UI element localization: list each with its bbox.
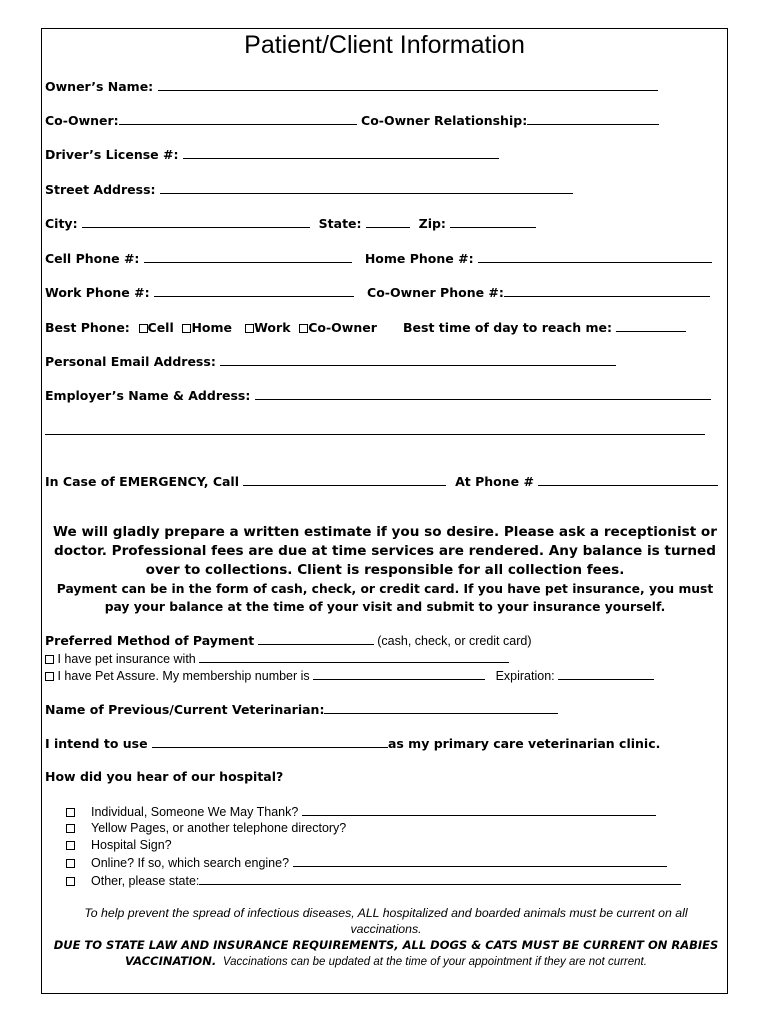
pet-insurance-checkbox[interactable] [45,655,54,664]
co-owner-field[interactable] [119,112,357,125]
best-phone-label: Best Phone: [45,320,130,335]
best-phone-cell-checkbox[interactable] [139,324,148,333]
city-field[interactable] [82,215,310,228]
infection-notice [44,905,728,937]
at-phone-label: At Phone # [455,474,534,489]
work-phone-label: Work Phone #: [45,285,150,300]
co-owner-row [45,112,659,129]
employer-field[interactable] [255,387,711,400]
street-address-row [45,181,573,198]
street-address-field[interactable] [160,181,573,194]
emergency-label: In Case of EMERGENCY, Call [45,474,239,489]
co-owner-relationship-label: Co-Owner Relationship: [361,113,528,128]
co-owner-label: Co-Owner: [45,113,119,128]
hear-option-row [66,854,667,871]
hear-option-row [66,803,656,820]
emergency-phone-field[interactable] [538,473,718,486]
hear-option-row [66,820,346,836]
hear-option-checkbox[interactable] [66,841,75,850]
preferred-payment-row [45,632,531,649]
rabies-line-1: DUE TO STATE LAW AND INSURANCE REQUIREMENTS, ALL DOGS & CATS MUST BE CURRENT ON RABIES [53,938,719,952]
preferred-payment-field[interactable] [258,632,374,645]
rabies-notice [44,937,728,970]
co-owner-relationship-field[interactable] [527,112,659,125]
best-phone-row [45,319,686,336]
estimate-notice: We will gladly prepare a written estimate if you so desire. Please ask a receptionist or doctor. Professional fees are due at time services are rendered. Any balance is turned over to collections. Client is responsible for all collection fees. [53,524,717,578]
best-time-field[interactable] [616,319,686,332]
best-phone-co-owner-label: Co-Owner [308,320,377,335]
intend-suffix-label: as my primary care veterinarian clinic. [387,736,661,751]
hear-option-row [66,837,172,853]
cell-phone-field[interactable] [144,250,352,263]
best-time-label: Best time of day to reach me: [403,320,612,335]
employer-row [45,387,711,404]
rabies-line-2-bold: VACCINATION. [125,954,217,968]
zip-label: Zip: [418,216,446,231]
previous-vet-label: Name of Previous/Current Veterinarian: [45,702,325,717]
emergency-row [45,473,718,490]
expiration-label: Expiration: [495,669,555,683]
co-owner-phone-field[interactable] [504,284,710,297]
drivers-license-label: Driver’s License #: [45,147,179,162]
state-field[interactable] [366,215,410,228]
pet-assure-row [45,667,654,684]
employer-field-line2[interactable] [45,422,705,435]
email-label: Personal Email Address: [45,354,216,369]
cell-home-phone-row [45,250,712,267]
rabies-line-2-text: Vaccinations can be updated at the time of your appointment if they are not current. [222,956,647,968]
pet-assure-label: I have Pet Assure. My membership number is [57,669,310,683]
work-phone-row [45,284,710,301]
preferred-payment-label: Preferred Method of Payment [45,633,255,648]
co-owner-phone-label: Co-Owner Phone #: [367,285,504,300]
state-label: State: [318,216,362,231]
best-phone-home-label: Home [191,320,233,335]
pet-insurance-label: I have pet insurance with [57,652,196,666]
work-phone-field[interactable] [154,284,354,297]
hear-question: How did you hear of our hospital? [45,769,284,784]
pet-assure-checkbox[interactable] [45,672,54,681]
zip-field[interactable] [450,215,536,228]
emergency-contact-field[interactable] [243,473,446,486]
pet-assure-number-field[interactable] [313,667,485,680]
best-phone-co-owner-checkbox[interactable] [299,324,308,333]
email-row [45,353,616,370]
hear-option-checkbox[interactable] [66,808,75,817]
best-phone-cell-label: Cell [147,320,174,335]
hear-option-label: Online? If so, which search engine? [91,856,290,870]
hear-option-label: Individual, Someone We May Thank? [91,805,299,819]
hear-option-label: Hospital Sign? [91,838,172,852]
hear-option-row [66,872,681,889]
payment-notice: Payment can be in the form of cash, check, or credit card. If you have pet insurance, you must pay your balance at the time of your visit and submit to your insurance yourself. [56,582,714,614]
employer-second-line [45,422,705,439]
home-phone-label: Home Phone #: [364,251,474,266]
primary-vet-field[interactable] [152,735,388,748]
pet-insurance-row [45,650,509,667]
best-phone-work-label: Work [254,320,291,335]
email-field[interactable] [220,353,616,366]
pet-insurance-field[interactable] [199,650,509,663]
employer-label: Employer’s Name & Address: [45,388,251,403]
hear-option-checkbox[interactable] [66,824,75,833]
street-address-label: Street Address: [45,182,156,197]
infection-line-2: vaccinations. [350,922,422,936]
hear-search-engine-field[interactable] [293,854,667,867]
previous-vet-row [45,701,558,718]
expiration-field[interactable] [558,667,654,680]
hear-individual-field[interactable] [302,803,656,816]
owners-name-label: Owner’s Name: [45,79,154,94]
hear-option-checkbox[interactable] [66,877,75,886]
hear-other-field[interactable] [199,872,681,885]
infection-line-1: To help prevent the spread of infectious diseases, ALL hospitalized and boarded animals must be current on all [84,906,688,920]
hear-option-label: Other, please state: [91,874,200,888]
city-state-zip-row [45,215,536,232]
best-phone-work-checkbox[interactable] [245,324,254,333]
city-label: City: [45,216,78,231]
cell-phone-label: Cell Phone #: [45,251,140,266]
drivers-license-row [45,146,499,163]
intend-prefix-label: I intend to use [45,736,148,751]
owners-name-row [45,78,658,95]
home-phone-field[interactable] [478,250,712,263]
previous-vet-field[interactable] [324,701,558,714]
hear-option-checkbox[interactable] [66,859,75,868]
hear-option-label: Yellow Pages, or another telephone directory? [91,821,347,835]
primary-vet-row [45,735,660,752]
drivers-license-field[interactable] [183,146,499,159]
owners-name-field[interactable] [158,78,658,91]
page-title: Patient/Client Information [244,31,525,59]
preferred-payment-hint: (cash, check, or credit card) [377,634,532,648]
